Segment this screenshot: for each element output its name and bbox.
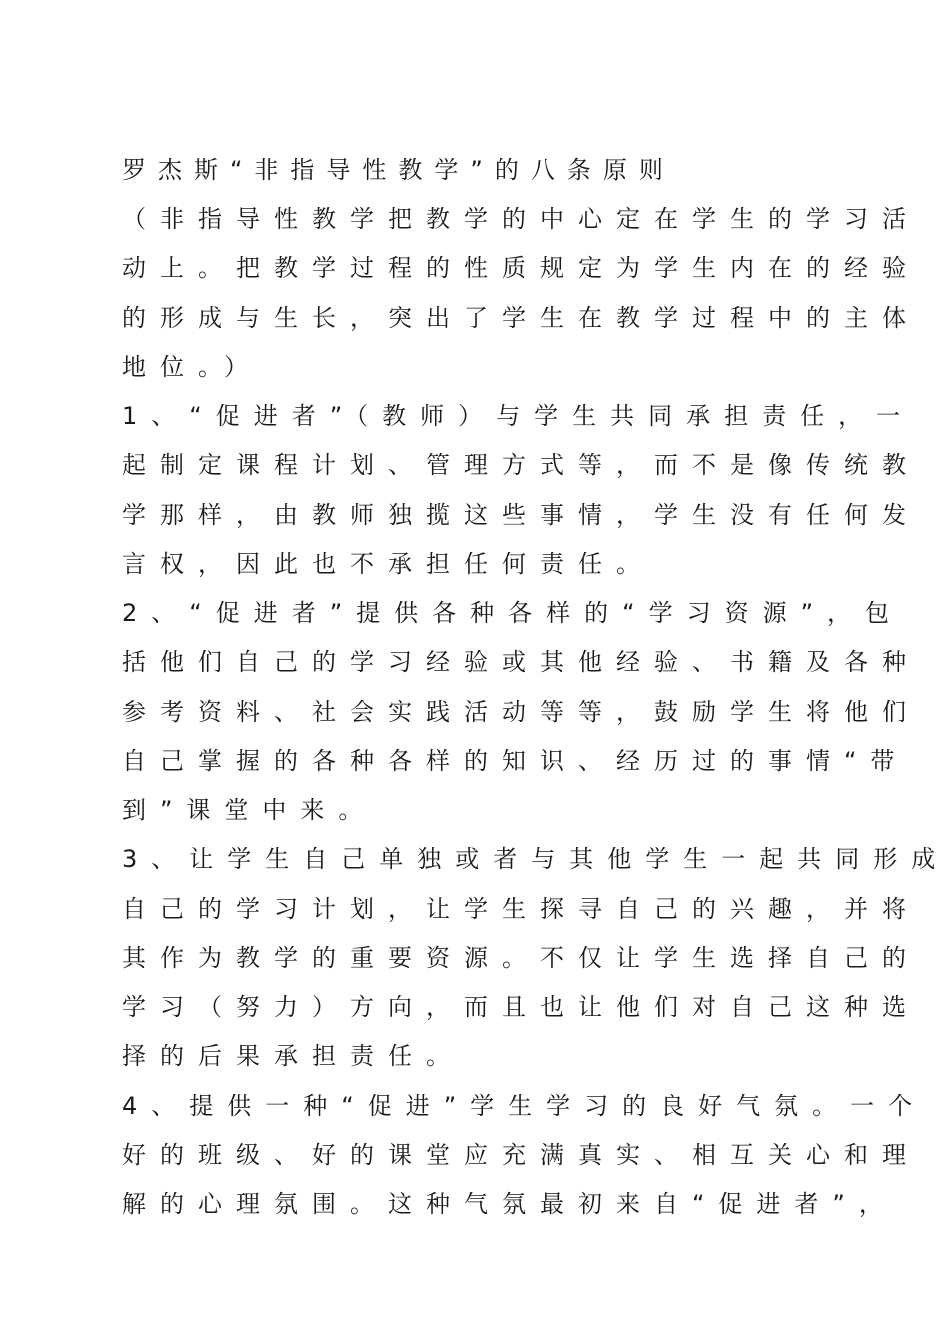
paragraph-line: 解的心理氛围。这种气氛最初来自“促进者”， <box>122 1190 897 1218</box>
paragraph-line: 学那样，由教师独揽这些事情，学生没有任何发 <box>122 501 920 529</box>
paragraph-line: 4、提供一种“促进”学生学习的良好气氛。一个 <box>122 1092 927 1120</box>
paragraph-line: （非指导性教学把教学的中心定在学生的学习活 <box>122 205 920 233</box>
paragraph-line: 括他们自己的学习经验或其他经验、书籍及各种 <box>122 648 920 676</box>
paragraph-line: 好的班级、好的课堂应充满真实、相互关心和理 <box>122 1141 920 1169</box>
paragraph-line: 自己的学习计划，让学生探寻自己的兴趣，并将 <box>122 895 920 923</box>
paragraph-line: 参考资料、社会实践活动等等，鼓励学生将他们 <box>122 698 920 726</box>
paragraph-line: 的形成与生长，突出了学生在教学过程中的主体 <box>122 304 920 332</box>
document-title: 罗杰斯“非指导性教学”的八条原则 <box>122 156 675 184</box>
paragraph-line: 地位。） <box>122 353 262 381</box>
paragraph-line: 1、“促进者”（教师）与学生共同承担责任，一 <box>122 402 915 430</box>
paragraph-line: 自己掌握的各种各样的知识、经历过的事情“带 <box>122 747 909 775</box>
paragraph-line: 学习（努力）方向，而且也让他们对自己这种选 <box>122 993 920 1021</box>
paragraph-line: 择的后果承担责任。 <box>122 1042 464 1070</box>
paragraph-line: 其作为教学的重要资源。不仅让学生选择自己的 <box>122 944 920 972</box>
paragraph-line: 到”课堂中来。 <box>122 796 377 824</box>
paragraph-line: 动上。把教学过程的性质规定为学生内在的经验 <box>122 254 920 282</box>
paragraph-line: 2、“促进者”提供各种各样的“学习资源”，包 <box>122 599 904 627</box>
paragraph-line: 3、让学生自己单独或者与其他学生一起共同形成 <box>122 845 950 873</box>
paragraph-line: 起制定课程计划、管理方式等，而不是像传统教 <box>122 451 920 479</box>
paragraph-line: 言权，因此也不承担任何责任。 <box>122 550 654 578</box>
